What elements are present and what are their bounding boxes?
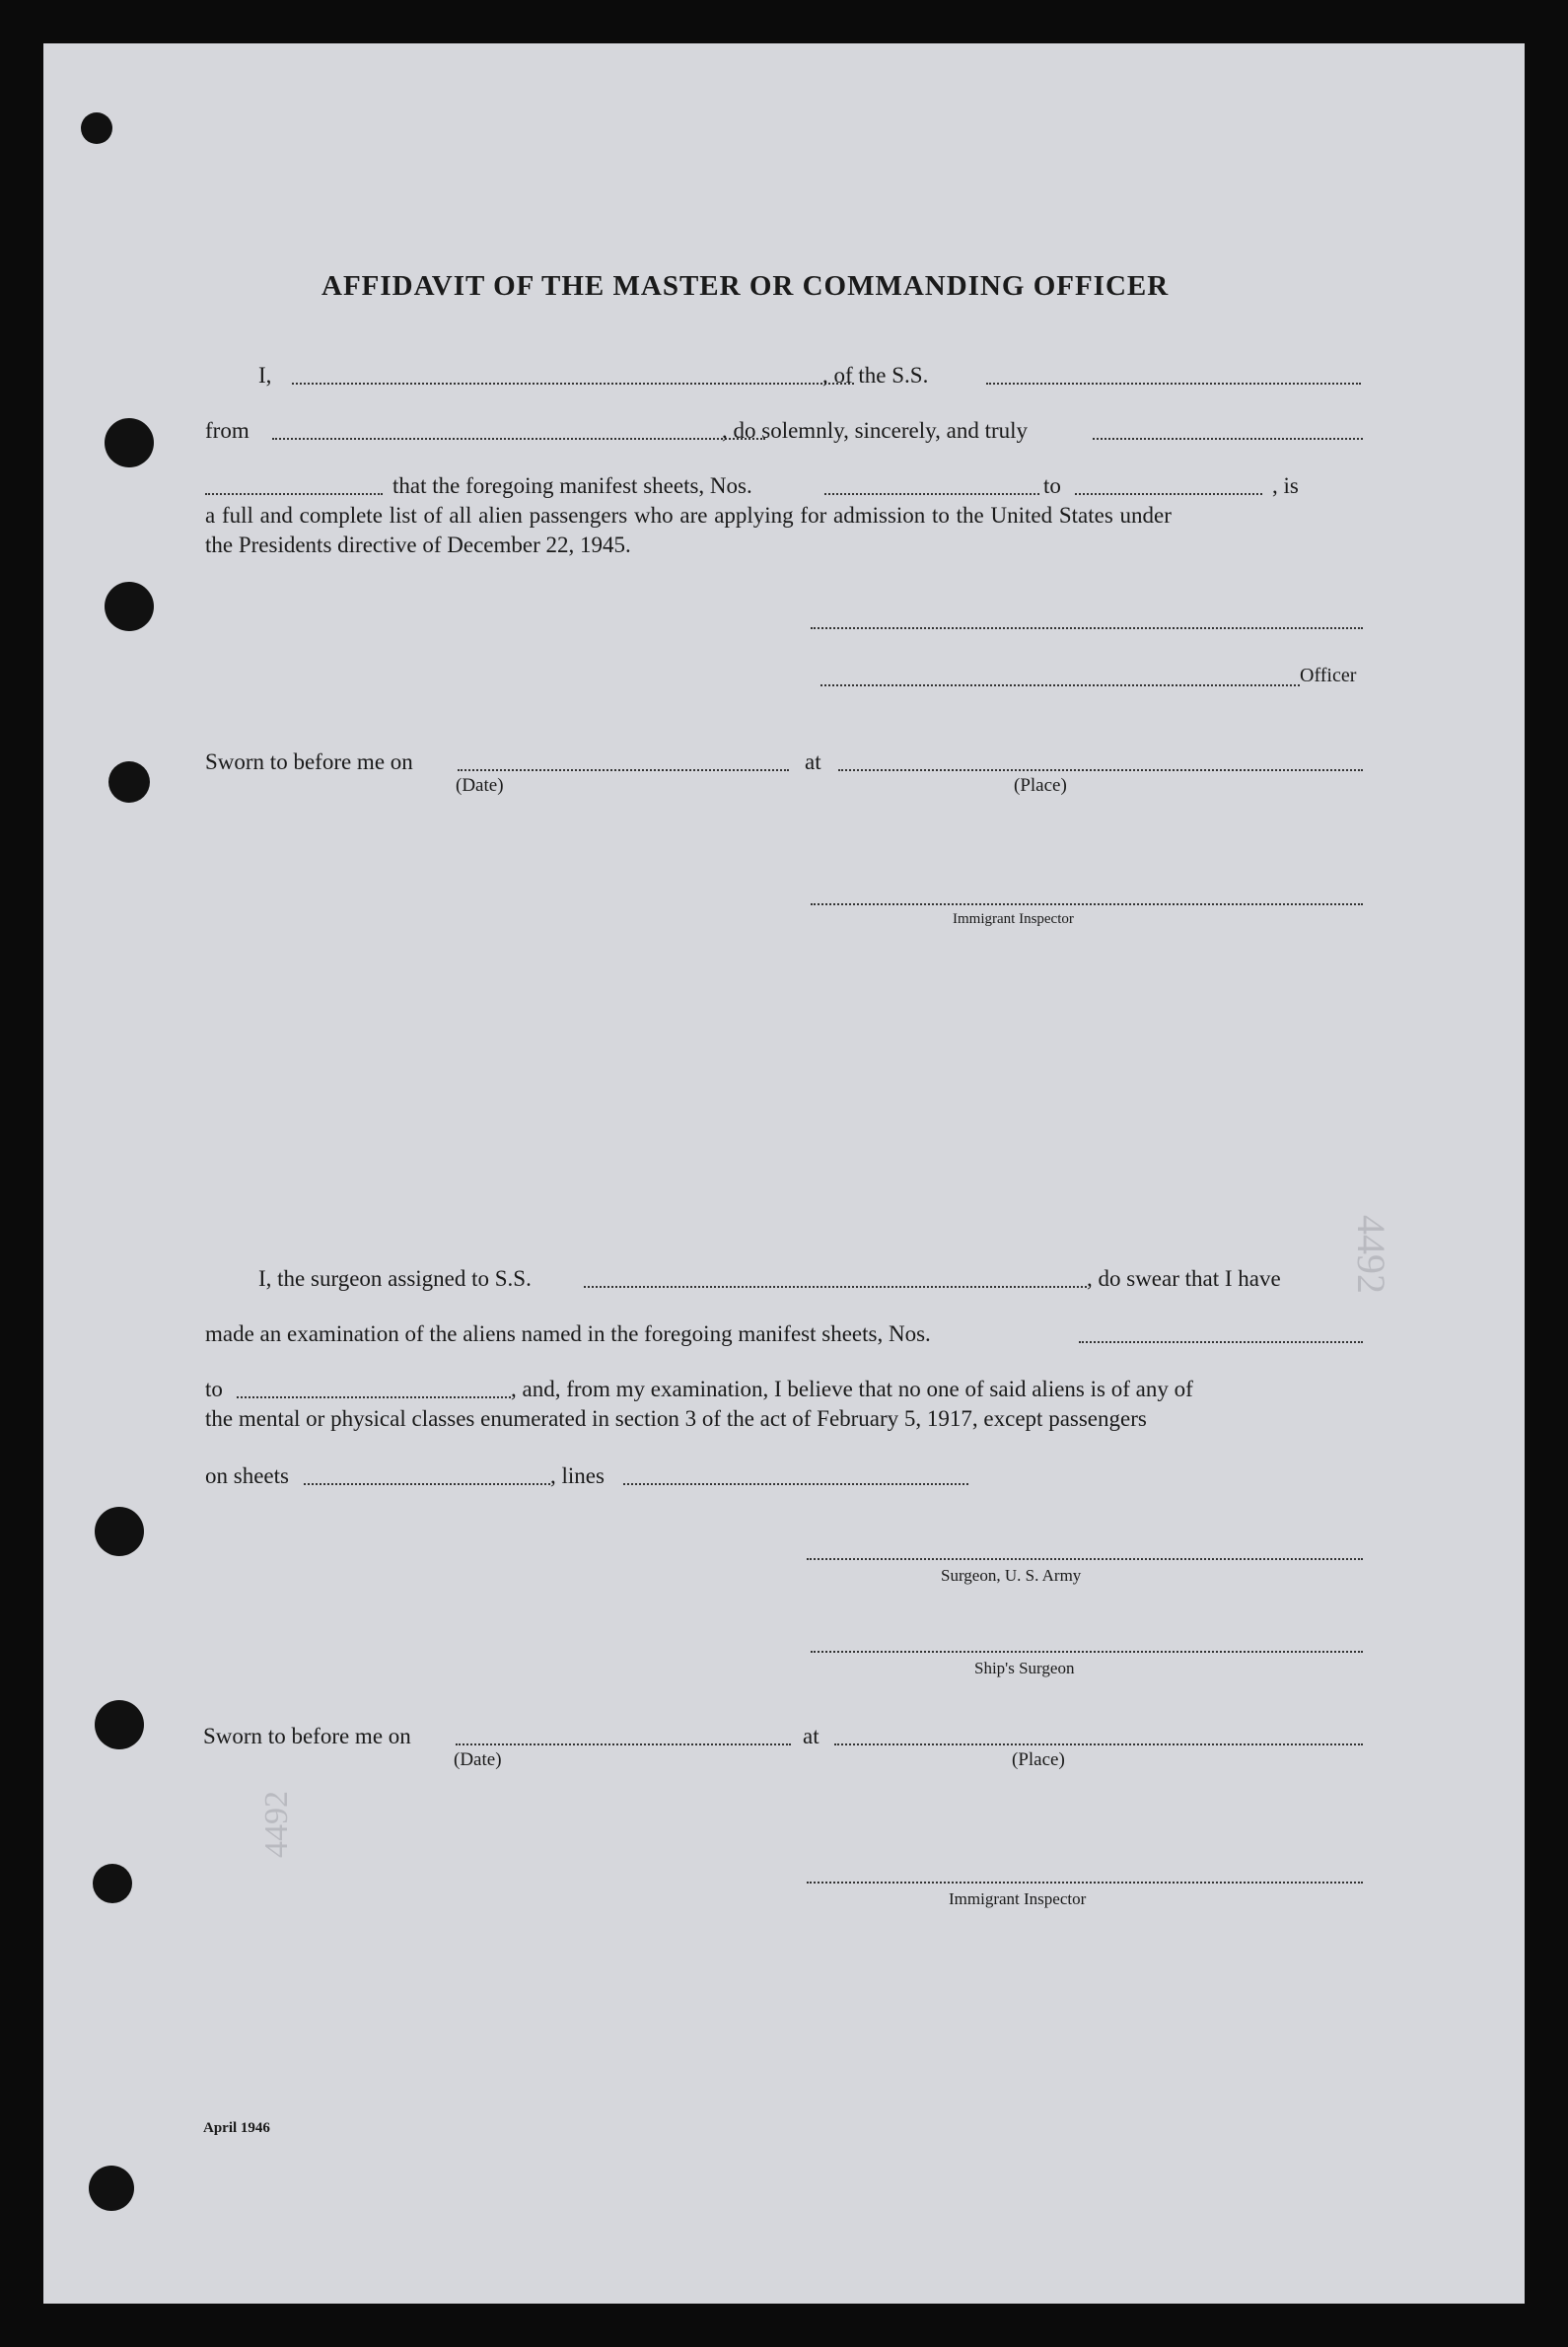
surgeon-inspector-field[interactable] bbox=[807, 1882, 1363, 1884]
master-name-field[interactable] bbox=[292, 383, 854, 385]
surgeon-sheets-field[interactable] bbox=[304, 1483, 550, 1485]
master-line3-to: to bbox=[1043, 473, 1061, 498]
master-line3-end: , is bbox=[1272, 473, 1299, 498]
punch-hole bbox=[105, 582, 154, 631]
surgeon-line5-mid: , lines bbox=[550, 1463, 605, 1488]
master-line4: a full and complete list of all alien passengers who are applying for admission to the United States under bbox=[205, 503, 1172, 528]
master-signature-field[interactable] bbox=[811, 627, 1363, 629]
master-sheets-to-field[interactable] bbox=[1075, 493, 1262, 495]
surgeon-sheets-from-field[interactable] bbox=[1079, 1341, 1363, 1343]
surgeon-line2: made an examination of the aliens named in the foregoing manifest sheets, Nos. bbox=[205, 1321, 931, 1346]
army-surgeon-field[interactable] bbox=[807, 1558, 1363, 1560]
stamp-right: 4492 bbox=[1349, 1215, 1393, 1294]
ships-surgeon-field[interactable] bbox=[811, 1651, 1363, 1653]
surgeon-lines-field[interactable] bbox=[623, 1483, 968, 1485]
surgeon-ship-field[interactable] bbox=[584, 1286, 1087, 1288]
surgeon-line1-prefix: I, the surgeon assigned to S.S. bbox=[258, 1266, 532, 1291]
surgeon-sheets-to-field[interactable] bbox=[237, 1396, 511, 1398]
footer-date: April 1946 bbox=[203, 2120, 270, 2136]
surgeon-sworn-place-field[interactable] bbox=[834, 1743, 1363, 1745]
ships-surgeon-label: Ship's Surgeon bbox=[974, 1659, 1075, 1677]
master-sworn-place-field[interactable] bbox=[838, 769, 1363, 771]
surgeon-line1-end: , do swear that I have bbox=[1087, 1266, 1281, 1291]
officer-field[interactable] bbox=[820, 684, 1300, 686]
surgeon-line5-prefix: on sheets bbox=[205, 1463, 289, 1488]
punch-hole bbox=[93, 1864, 132, 1903]
master-sworn-label: Sworn to before me on bbox=[205, 749, 413, 774]
master-from-field[interactable] bbox=[272, 438, 765, 440]
document-title: AFFIDAVIT OF THE MASTER OR COMMANDING OFFICER bbox=[321, 270, 1170, 302]
surgeon-date-label: (Date) bbox=[454, 1749, 502, 1770]
punch-hole bbox=[95, 1507, 144, 1556]
stamp-left: 4492 bbox=[258, 1791, 295, 1858]
master-inspector-field[interactable] bbox=[811, 903, 1363, 905]
master-at-label: at bbox=[805, 749, 821, 774]
punch-hole bbox=[81, 112, 112, 144]
master-inspector-label: Immigrant Inspector bbox=[953, 911, 1074, 927]
master-date-label: (Date) bbox=[456, 775, 504, 796]
surgeon-place-label: (Place) bbox=[1012, 1749, 1065, 1770]
surgeon-sworn-label: Sworn to before me on bbox=[203, 1724, 411, 1748]
master-line3-mid: that the foregoing manifest sheets, Nos. bbox=[392, 473, 752, 498]
master-place-label: (Place) bbox=[1014, 775, 1067, 796]
surgeon-inspector-label: Immigrant Inspector bbox=[949, 1889, 1087, 1908]
master-sheets-from-field[interactable] bbox=[824, 493, 1039, 495]
surgeon-sworn-date-field[interactable] bbox=[456, 1743, 791, 1745]
document-page bbox=[43, 43, 1525, 2304]
punch-hole bbox=[95, 1700, 144, 1749]
master-sworn-date-field[interactable] bbox=[458, 769, 789, 771]
army-surgeon-label: Surgeon, U. S. Army bbox=[941, 1566, 1082, 1585]
master-line1-mid: , of the S.S. bbox=[822, 363, 929, 388]
punch-hole bbox=[108, 761, 150, 803]
surgeon-at-label: at bbox=[803, 1724, 820, 1748]
surgeon-line4: the mental or physical classes enumerated in section 3 of the act of February 5, 1917, except passengers bbox=[205, 1406, 1147, 1431]
master-line5: the Presidents directive of December 22, 1945. bbox=[205, 533, 631, 557]
master-line2-prefix: from bbox=[205, 418, 249, 443]
master-ship-field[interactable] bbox=[986, 383, 1361, 385]
master-line2-mid: , do solemnly, sincerely, and truly bbox=[722, 418, 1029, 443]
surgeon-line3-prefix: to bbox=[205, 1377, 223, 1401]
master-declaration-field[interactable] bbox=[205, 493, 383, 495]
master-line1-prefix: I, bbox=[258, 363, 272, 388]
master-truly-field[interactable] bbox=[1093, 438, 1363, 440]
surgeon-line3-mid: , and, from my examination, I believe that no one of said aliens is of any of bbox=[511, 1377, 1193, 1401]
officer-label: Officer bbox=[1300, 665, 1357, 686]
punch-hole bbox=[89, 2166, 134, 2211]
punch-hole bbox=[105, 418, 154, 467]
